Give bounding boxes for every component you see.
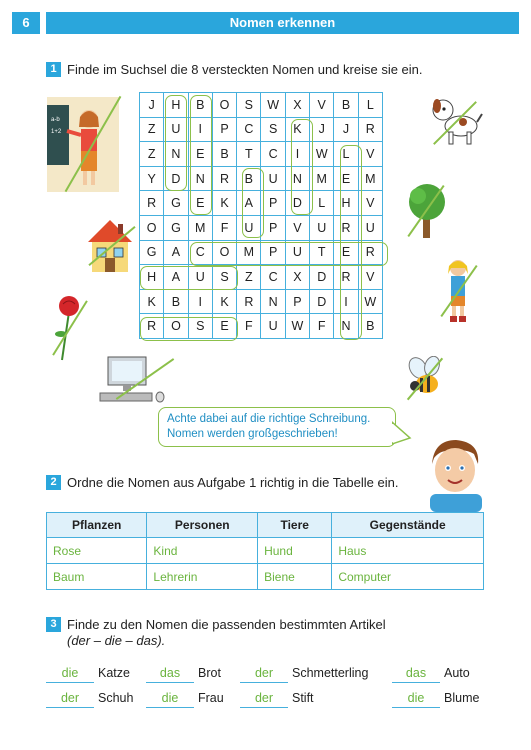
table-header-tiere: Tiere (258, 513, 332, 538)
noun-label: Frau (198, 691, 224, 705)
grid-cell[interactable]: E (334, 166, 358, 191)
grid-cell[interactable]: K (285, 117, 309, 142)
grid-cell[interactable]: O (140, 215, 164, 240)
grid-cell[interactable]: O (164, 314, 188, 339)
grid-cell[interactable]: H (140, 265, 164, 290)
grid-cell[interactable]: N (261, 289, 285, 314)
grid-cell[interactable]: H (334, 191, 358, 216)
table-cell[interactable]: Baum (47, 564, 147, 590)
grid-cell[interactable]: O (212, 240, 236, 265)
word-highlight-computer (190, 242, 388, 266)
word-highlight-biene (190, 95, 212, 215)
grid-cell[interactable]: R (358, 240, 382, 265)
grid-cell[interactable]: R (334, 215, 358, 240)
grid-cell[interactable]: S (237, 93, 261, 118)
article-answer[interactable]: der (240, 690, 288, 708)
grid-cell[interactable]: E (212, 314, 236, 339)
grid-cell[interactable]: U (164, 117, 188, 142)
table-cell[interactable]: Hund (258, 538, 332, 564)
grid-cell[interactable]: N (188, 166, 212, 191)
article-answer[interactable]: das (392, 665, 440, 683)
noun-label: Stift (292, 691, 314, 705)
grid-cell[interactable]: E (334, 240, 358, 265)
grid-cell[interactable]: X (285, 265, 309, 290)
table-cell[interactable]: Lehrerin (147, 564, 258, 590)
task3-instruction-line2: (der – die – das). (67, 633, 166, 648)
grid-cell[interactable]: C (261, 142, 285, 167)
noun-label: Brot (198, 666, 221, 680)
grid-cell[interactable]: R (140, 314, 164, 339)
grid-cell[interactable]: N (334, 314, 358, 339)
table-cell[interactable]: Computer (332, 564, 484, 590)
grid-cell[interactable]: M (310, 166, 334, 191)
grid-cell[interactable]: U (237, 215, 261, 240)
article-answer[interactable]: die (392, 690, 440, 708)
task1-number: 1 (46, 62, 61, 77)
svg-text:1+2: 1+2 (51, 129, 62, 135)
grid-cell[interactable]: G (164, 215, 188, 240)
grid-cell[interactable]: B (164, 289, 188, 314)
grid-cell[interactable]: K (212, 289, 236, 314)
grid-cell[interactable]: Z (237, 265, 261, 290)
table-header-gegenstaende: Gegenstände (332, 513, 484, 538)
svg-text:a-b: a-b (51, 117, 60, 123)
grid-cell[interactable]: V (358, 191, 382, 216)
grid-cell[interactable]: R (212, 166, 236, 191)
grid-cell[interactable]: S (212, 265, 236, 290)
grid-cell[interactable]: W (358, 289, 382, 314)
noun-label: Katze (98, 666, 130, 680)
grid-cell[interactable]: Z (140, 142, 164, 167)
task2-instruction: Ordne die Nomen aus Aufgabe 1 richtig in die Tabelle ein. (67, 475, 399, 490)
word-highlight-haus (140, 266, 238, 290)
grid-cell[interactable]: K (140, 289, 164, 314)
grid-cell[interactable]: B (334, 93, 358, 118)
grid-cell[interactable]: G (164, 191, 188, 216)
grid-cell[interactable]: T (237, 142, 261, 167)
article-answer[interactable]: der (46, 690, 94, 708)
grid-cell[interactable]: V (310, 93, 334, 118)
grid-cell[interactable]: D (164, 166, 188, 191)
grid-cell[interactable]: K (212, 191, 236, 216)
grid-cell[interactable]: S (188, 314, 212, 339)
teacher-illustration (47, 97, 119, 192)
grid-cell[interactable]: B (212, 142, 236, 167)
grid-cell[interactable]: P (261, 215, 285, 240)
grid-cell[interactable]: A (237, 191, 261, 216)
article-answer[interactable]: das (146, 665, 194, 683)
grid-cell[interactable]: P (212, 117, 236, 142)
grid-cell[interactable]: P (261, 191, 285, 216)
grid-cell[interactable]: I (188, 117, 212, 142)
grid-cell[interactable]: P (261, 240, 285, 265)
article-answer[interactable]: die (146, 690, 194, 708)
grid-cell[interactable]: D (310, 289, 334, 314)
grid-cell[interactable]: W (261, 93, 285, 118)
task1-instruction: Finde im Suchsel die 8 versteckten Nomen und kreise sie ein. (67, 62, 423, 77)
grid-cell[interactable]: P (285, 289, 309, 314)
grid-cell[interactable]: R (140, 191, 164, 216)
grid-cell[interactable]: U (310, 215, 334, 240)
grid-cell[interactable]: N (164, 142, 188, 167)
word-highlight-rose (140, 317, 238, 341)
grid-cell[interactable]: L (310, 191, 334, 216)
noun-label: Auto (444, 666, 470, 680)
grid-cell[interactable]: X (285, 93, 309, 118)
grid-cell[interactable]: L (358, 93, 382, 118)
grid-cell[interactable]: E (188, 191, 212, 216)
noun-label: Schuh (98, 691, 134, 705)
grid-cell[interactable]: Y (140, 166, 164, 191)
grid-cell[interactable]: B (358, 314, 382, 339)
word-highlight-baum (242, 168, 264, 238)
grid-cell[interactable]: I (285, 142, 309, 167)
grid-cell[interactable]: F (212, 215, 236, 240)
grid-cell[interactable]: B (237, 166, 261, 191)
grid-cell[interactable]: D (285, 191, 309, 216)
article-answer[interactable]: der (240, 665, 288, 683)
grid-cell[interactable]: R (358, 117, 382, 142)
grid-cell[interactable]: O (212, 93, 236, 118)
grid-cell[interactable]: L (334, 142, 358, 167)
noun-category-table (46, 512, 484, 590)
grid-cell[interactable]: V (358, 265, 382, 290)
grid-cell[interactable]: E (188, 142, 212, 167)
grid-cell[interactable]: G (140, 240, 164, 265)
grid-cell[interactable]: U (285, 240, 309, 265)
noun-label: Schmetterling (292, 666, 369, 680)
boy-illustration (424, 436, 486, 512)
task3-number: 3 (46, 617, 61, 632)
grid-cell[interactable]: H (164, 93, 188, 118)
table-row (47, 538, 484, 564)
grid-cell[interactable]: C (237, 117, 261, 142)
grid-cell[interactable]: J (310, 117, 334, 142)
grid-cell[interactable]: U (261, 166, 285, 191)
table-row (47, 564, 484, 590)
grid-cell[interactable]: A (164, 240, 188, 265)
table-cell[interactable]: Biene (258, 564, 332, 590)
grid-cell[interactable]: V (285, 215, 309, 240)
word-highlight-hund (165, 95, 187, 191)
grid-cell[interactable]: U (261, 314, 285, 339)
grid-cell[interactable]: I (334, 289, 358, 314)
grid-cell[interactable]: F (237, 314, 261, 339)
noun-label: Blume (444, 691, 480, 705)
grid-cell[interactable]: U (358, 215, 382, 240)
grid-cell[interactable]: W (285, 314, 309, 339)
word-highlight-kind (291, 119, 313, 215)
grid-cell[interactable]: N (285, 166, 309, 191)
table-header-pflanzen: Pflanzen (47, 513, 147, 538)
task2-number: 2 (46, 475, 61, 490)
grid-cell[interactable]: F (310, 314, 334, 339)
task3-instruction-line1: Finde zu den Nomen die passenden bestimmten Artikel (67, 617, 386, 632)
computer-illustration (98, 355, 166, 407)
grid-cell[interactable]: V (358, 142, 382, 167)
grid-cell[interactable]: M (188, 215, 212, 240)
table-header-personen: Personen (147, 513, 258, 538)
page-title: Nomen erkennen (46, 12, 519, 34)
grid-cell[interactable]: M (358, 166, 382, 191)
grid-cell[interactable]: D (310, 265, 334, 290)
grid-cell[interactable]: C (261, 265, 285, 290)
grid-cell[interactable]: J (140, 93, 164, 118)
tip-speech-bubble: Achte dabei auf die richtige Schreibung. Nomen werden großgeschrieben! (158, 407, 396, 447)
grid-cell[interactable]: R (237, 289, 261, 314)
grid-cell[interactable]: C (188, 240, 212, 265)
grid-cell[interactable]: W (310, 142, 334, 167)
grid-cell[interactable]: M (237, 240, 261, 265)
grid-cell[interactable]: A (164, 265, 188, 290)
table-cell[interactable]: Haus (332, 538, 484, 564)
grid-cell[interactable]: I (188, 289, 212, 314)
grid-cell[interactable]: T (310, 240, 334, 265)
table-cell[interactable]: Rose (47, 538, 147, 564)
grid-cell[interactable]: J (334, 117, 358, 142)
grid-cell[interactable]: U (188, 265, 212, 290)
grid-cell[interactable]: S (261, 117, 285, 142)
table-cell[interactable]: Kind (147, 538, 258, 564)
grid-cell[interactable]: B (188, 93, 212, 118)
article-answer[interactable]: die (46, 665, 94, 683)
page-header (0, 12, 531, 34)
grid-cell[interactable]: Z (140, 117, 164, 142)
grid-cell[interactable]: R (334, 265, 358, 290)
bubble-tail (392, 420, 412, 450)
page-number: 6 (12, 12, 40, 34)
